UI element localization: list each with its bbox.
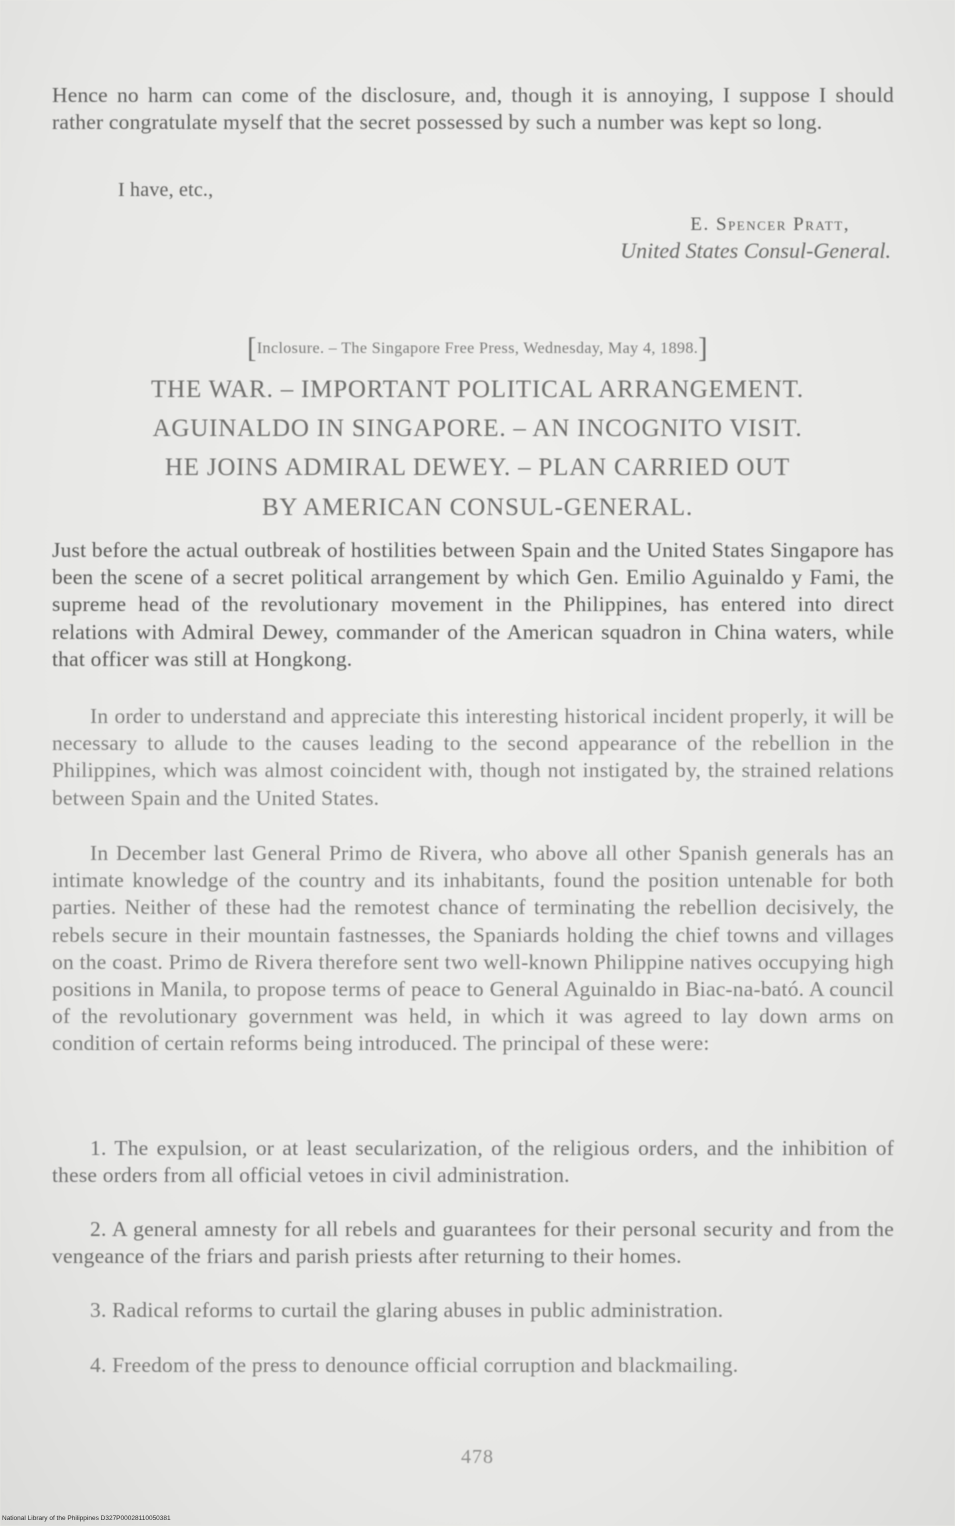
headline-line-2: AGUINALDO IN SINGAPORE. – AN INCOGNITO VISIT. [152, 415, 803, 442]
close-bracket: ] [698, 333, 708, 364]
salutation: I have, etc., [118, 179, 214, 201]
headline-line-1: THE WAR. – IMPORTANT POLITICAL ARRANGEMENT. [151, 376, 804, 403]
closing-paragraph: Hence no harm can come of the disclosure, and, though it is annoying, I suppose I should rather congratulate myself that the secret possessed by such a number was kept so long. [52, 83, 894, 135]
headline-line-3: HE JOINS ADMIRAL DEWEY. – PLAN CARRIED OUT [164, 454, 791, 481]
signature-name: E. Spencer Pratt, [690, 214, 850, 235]
article-list-item: 2. A general amnesty for all rebels and guarantees for their personal security and from the vengeance of the friars and parish priests after returning to their homes. [52, 1217, 894, 1269]
page-number: 478 [461, 1446, 494, 1468]
article-paragraph: In December last General Primo de Rivera, who above all other Spanish generals has an intimate knowledge of the country and its inhabitants, found the position untenable for both parties. Neither of these had the remotest chance of terminating the rebellion decisively, the rebels secure in their mountain fastnesses, the Spaniards holding the chief towns and villages on the coast. Primo de Rivera therefore sent two well-known Philippine natives occupying high positions in Manila, to propose terms of peace to General Aguinaldo in Biac-na-bató. A council of the revolutionary government was held, in which it was agreed to lay down arms on condition of certain reforms being introduced. The principal of these were: [52, 841, 894, 1056]
article-list-item: 4. Freedom of the press to denounce official corruption and blackmailing. [90, 1353, 739, 1377]
enclosure-text: Inclosure. – The Singapore Free Press, Wednesday, May 4, 1898. [256, 340, 699, 357]
article-list-item: 1. The expulsion, or at least secularization, of the religious orders, and the inhibition of these orders from all official vetoes in civil administration. [52, 1136, 894, 1188]
article-paragraph: Just before the actual outbreak of hostilities between Spain and the United States Singapore has been the scene of a secret political arrangement by which Gen. Emilio Aguinaldo y Fami, the supreme head of the revolutionary movement in the Philippines, has entered into direct relations with Admiral Dewey, commander of the American squadron in China waters, while that officer was still at Hongkong. [52, 538, 894, 671]
enclosure-note [0, 333, 955, 365]
article-paragraph: In order to understand and appreciate this interesting historical incident properly, it will be necessary to allude to the causes leading to the second appearance of the rebellion in the Philippines, which was almost coincident with, though not instigated by, the strained relations between Spain and the United States. [52, 704, 894, 810]
headline-line-4: BY AMERICAN CONSUL-GENERAL. [261, 494, 694, 521]
article-list-item: 3. Radical reforms to curtail the glaring abuses in public administration. [90, 1298, 724, 1322]
open-bracket: [ [247, 333, 257, 364]
archive-footer: National Library of the Philippines D327P00028110050381 [2, 1515, 171, 1522]
signature-title: United States Consul-General. [620, 238, 891, 263]
